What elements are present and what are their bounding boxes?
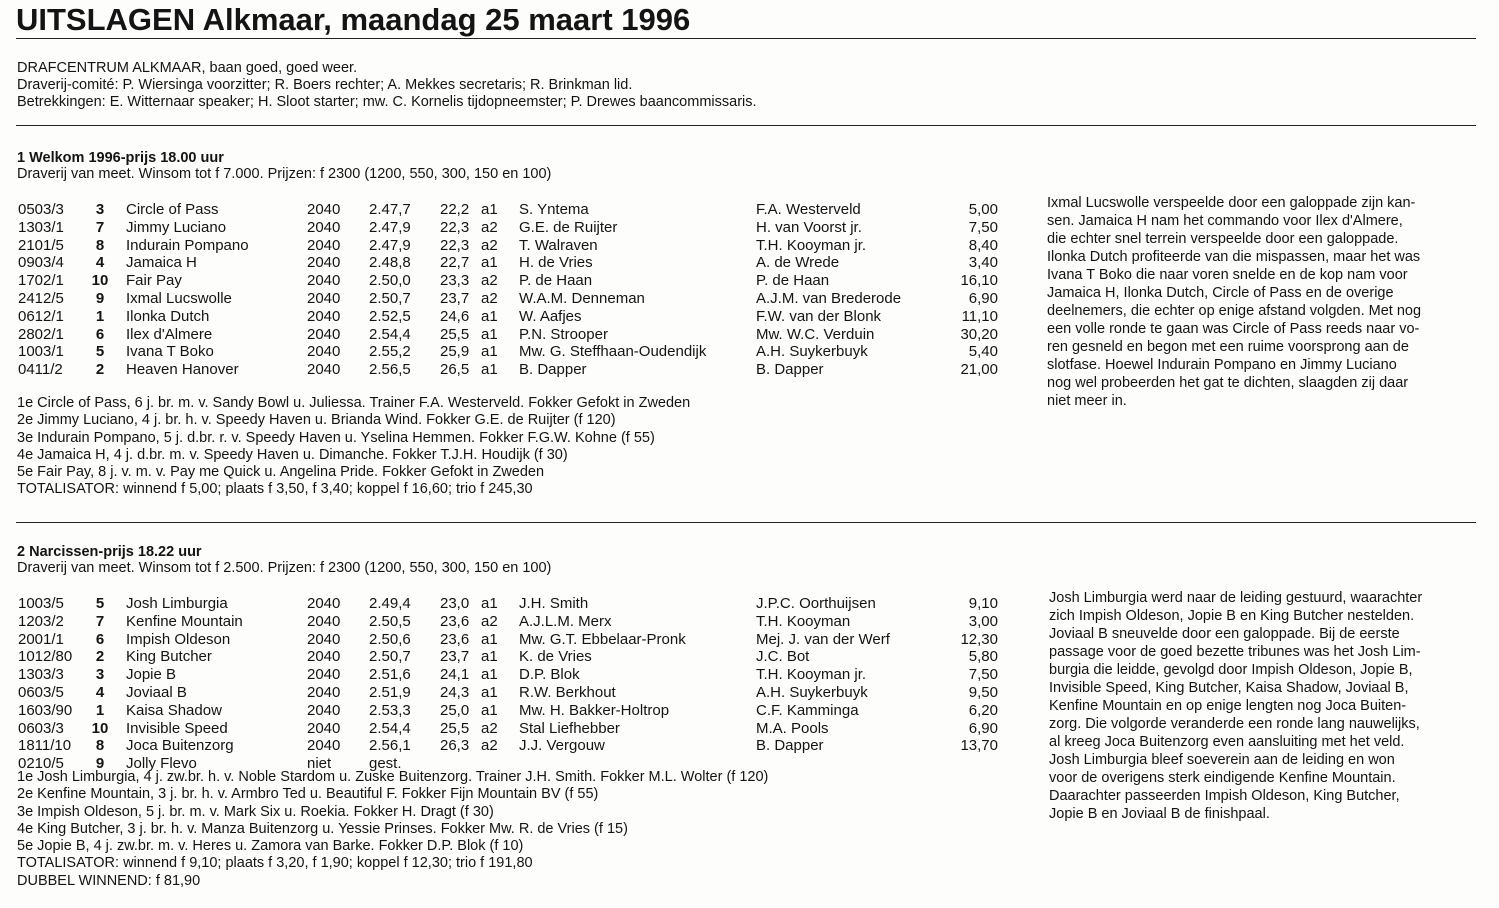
km-time: 23,7 (440, 648, 470, 666)
driver-name: S. Yntema (519, 201, 589, 218)
trainer-name: Mej. J. van der Werf (756, 630, 890, 648)
odds: 13,70 (960, 737, 998, 755)
horse-name: Circle of Pass (126, 201, 219, 218)
start-number: 2 (95, 648, 105, 666)
trainer-name: A.J.M. van Brederode (756, 290, 902, 307)
result-code: 2101/5 (18, 236, 64, 254)
start-number: 3 (95, 201, 105, 218)
driver-name: J.H. Smith (519, 595, 589, 612)
trainer-name: H. van Voorst jr. (756, 218, 862, 236)
start-mark: a2 (481, 290, 498, 307)
odds: 11,10 (961, 307, 998, 325)
start-mark: a1 (481, 254, 498, 272)
result-code: 1702/1 (18, 272, 64, 290)
page-title: UITSLAGEN Alkmaar, maandag 25 maart 1996 (16, 2, 691, 37)
distance: 2040 (307, 236, 341, 254)
horse-name: Fair Pay (126, 272, 182, 290)
km-time: 22,7 (440, 254, 470, 272)
km-time: 22,3 (440, 218, 470, 236)
horse-name: Heaven Hanover (126, 361, 239, 379)
finish-time: gest. (369, 755, 402, 773)
comment-line: nog wel probeerden het gat te dichten, slaagden zij daar (1047, 375, 1409, 391)
start-mark: a1 (481, 666, 498, 684)
comment-line: een volle ronde te gaan was Circle of Pass reeds naar vo- (1047, 321, 1420, 337)
start-number: 6 (95, 630, 105, 648)
finish-time: 2.51,9 (369, 684, 411, 701)
km-time: 22,3 (440, 236, 470, 254)
result-code: 0411/2 (18, 361, 63, 379)
section-rule-1 (16, 125, 1476, 126)
km-time: 26,5 (440, 361, 470, 379)
distance: 2040 (307, 290, 341, 307)
race-2-conditions: Draverij van meet. Winsom tot f 2.500. Prijzen: f 2300 (1200, 550, 300, 150 en 100) (17, 560, 552, 576)
trainer-name: B. Dapper (756, 361, 824, 379)
km-time: 22,2 (440, 201, 470, 218)
odds: 5,80 (968, 648, 998, 666)
odds: 16,10 (960, 272, 998, 290)
driver-name: W. Aafjes (519, 307, 582, 325)
odds: 7,50 (968, 218, 998, 236)
start-mark: a1 (481, 325, 498, 343)
distance: 2040 (307, 254, 341, 272)
result-note-line: 2e Jimmy Luciano, 4 j. br. h. v. Speedy Haven u. Brianda Wind. Fokker G.E. de Ruijter (f 120) (17, 412, 616, 429)
horse-name: Josh Limburgia (126, 595, 228, 612)
start-number: 5 (95, 595, 105, 612)
result-note-line: 1e Josh Limburgia, 4 j. zw.br. h. v. Noble Stardom u. Zuske Buitenzorg. Trainer J.H. Smith. Fokker M.L. Wolter (f 120) (17, 769, 769, 785)
trainer-name: F.A. Westerveld (756, 201, 861, 218)
start-mark: a2 (481, 719, 498, 737)
comment-line: al kreeg Joca Buitenzorg even aansluiting met het veld. (1049, 734, 1405, 750)
meeting-officials: Betrekkingen: E. Witternaar speaker; H. Sloot starter; mw. C. Kornelis tijdopneemster; P. Drewes baancommissaris. (17, 94, 757, 110)
finish-time: 2.47,9 (369, 218, 411, 236)
odds: 9,50 (968, 684, 998, 701)
result-code: 1603/90 (18, 701, 73, 719)
start-number: 8 (95, 737, 105, 755)
km-time: 25,5 (440, 719, 470, 737)
distance: 2040 (307, 684, 341, 701)
distance: 2040 (307, 325, 341, 343)
distance: 2040 (307, 701, 341, 719)
result-code: 1203/2 (18, 612, 64, 630)
trainer-name: J.P.C. Oorthuijsen (756, 595, 876, 612)
distance: 2040 (307, 648, 341, 666)
horse-name: Ivana T Boko (126, 343, 214, 361)
trainer-name: Mw. W.C. Verduin (756, 325, 875, 343)
km-time: 23,3 (440, 272, 470, 290)
start-mark: a2 (481, 612, 498, 630)
result-code: 2001/1 (18, 630, 64, 648)
result-note-line: TOTALISATOR: winnend f 5,00; plaats f 3,50, f 3,40; koppel f 16,60; trio f 245,30 (17, 481, 533, 498)
meeting-info (17, 60, 757, 111)
distance: 2040 (307, 737, 341, 755)
result-code: 1303/3 (18, 666, 64, 684)
km-time: 25,0 (440, 701, 470, 719)
race-1-comment (1047, 194, 1421, 410)
start-mark: a2 (481, 218, 498, 236)
trainer-name: F.W. van der Blonk (756, 307, 882, 325)
start-number: 9 (95, 755, 105, 773)
trainer-name: P. de Haan (756, 272, 830, 290)
race-1-notes (17, 395, 690, 499)
finish-time: 2.51,6 (369, 666, 411, 684)
odds: 6,90 (968, 719, 998, 737)
comment-line: Josh Limburgia werd naar de leiding gestuurd, waarachter (1049, 590, 1423, 606)
meeting-venue: DRAFCENTRUM ALKMAAR, baan goed, goed weer. (17, 60, 358, 76)
start-number: 1 (95, 701, 105, 719)
comment-line: deelnemers, die echter op enige afstand volgden. Met nog (1047, 303, 1422, 319)
finish-time: 2.48,8 (369, 254, 411, 272)
race-1-heading: 1 Welkom 1996-prijs 18.00 uur (17, 150, 224, 166)
comment-line: Jopie B en Joviaal B de finishpaal. (1049, 806, 1270, 822)
finish-time: 2.50,7 (369, 290, 411, 307)
result-code: 1003/5 (18, 595, 64, 612)
horse-name: Ixmal Lucswolle (126, 290, 232, 307)
km-time: 25,5 (440, 325, 470, 343)
driver-name: D.P. Blok (519, 666, 580, 684)
race-1-conditions: Draverij van meet. Winsom tot f 7.000. Prijzen: f 2300 (1200, 550, 300, 150 en 100) (17, 166, 552, 182)
finish-time: 2.55,2 (369, 343, 411, 361)
start-mark: a1 (481, 630, 498, 648)
comment-line: Jamaica H, Ilonka Dutch, Circle of Pass en de overige (1047, 285, 1394, 301)
start-mark: a1 (481, 648, 498, 666)
trainer-name: B. Dapper (756, 737, 824, 755)
driver-name: Mw. H. Bakker-Holtrop (519, 701, 670, 719)
comment-line: zich Impish Oldeson, Jopie B en King Butcher nestelden. (1049, 608, 1415, 624)
driver-name: T. Walraven (519, 236, 598, 254)
trainer-name: A.H. Suykerbuyk (756, 343, 868, 361)
distance: niet (307, 755, 332, 773)
comment-line: slotfase. Hoewel Indurain Pompano en Jimmy Luciano (1047, 357, 1397, 373)
odds: 3,00 (968, 612, 998, 630)
start-mark: a2 (481, 236, 498, 254)
start-number: 4 (95, 254, 105, 272)
distance: 2040 (307, 595, 341, 612)
start-mark: a1 (481, 361, 498, 379)
distance: 2040 (307, 201, 341, 218)
km-time: 23,0 (440, 595, 470, 612)
km-time: 23,6 (440, 612, 470, 630)
horse-name: Impish Oldeson (126, 630, 231, 648)
odds: 5,00 (968, 201, 998, 218)
horse-name: Jimmy Luciano (126, 218, 227, 236)
driver-name: W.A.M. Denneman (519, 290, 645, 307)
horse-name: Jolly Flevo (126, 755, 197, 773)
start-number: 8 (95, 236, 105, 254)
driver-name: P. de Haan (519, 272, 593, 290)
start-number: 5 (95, 343, 105, 361)
result-code: 2802/1 (18, 325, 64, 343)
finish-time: 2.47,7 (369, 201, 411, 218)
odds: 12,30 (960, 630, 998, 648)
km-time: 24,6 (440, 307, 470, 325)
comment-line: ren gesneld en begon met een ruime voorsprong aan de (1047, 339, 1409, 355)
horse-name: Joviaal B (126, 684, 187, 701)
finish-time: 2.47,9 (369, 236, 411, 254)
horse-name: Joca Buitenzorg (126, 737, 234, 755)
driver-name: Mw. G. Steffhaan-Oudendijk (519, 343, 707, 361)
comment-line: Ixmal Lucswolle verspeelde door een galoppade zijn kan- (1047, 195, 1416, 211)
meeting-committee: Draverij-comité: P. Wiersinga voorzitter; R. Boers rechter; A. Mekkes secretaris; R. Brinkman lid. (17, 77, 633, 93)
horse-name: Kenfine Mountain (126, 612, 243, 630)
result-note-line: 2e Kenfine Mountain, 3 j. br. h. v. Armbro Ted u. Beautiful F. Fokker Fijn Mountain BV (f 55) (17, 786, 599, 803)
comment-line: Josh Limburgia bleef soeverein aan de leiding en won (1049, 752, 1395, 768)
finish-time: 2.56,5 (369, 361, 411, 379)
result-code: 0612/1 (18, 307, 64, 325)
distance: 2040 (307, 343, 341, 361)
distance: 2040 (307, 666, 341, 684)
start-mark: a1 (481, 684, 498, 701)
driver-name: B. Dapper (519, 361, 587, 379)
horse-name: Jopie B (126, 666, 177, 684)
start-number: 6 (95, 325, 105, 343)
result-code: 0903/4 (18, 254, 64, 272)
odds: 5,40 (968, 343, 998, 361)
comment-line: zorg. Die volgorde veranderde een ronde lang nauwelijks, (1049, 716, 1420, 732)
finish-time: 2.54,4 (369, 719, 411, 737)
trainer-name: T.H. Kooyman (756, 612, 851, 630)
driver-name: G.E. de Ruijter (519, 218, 618, 236)
km-time: 26,3 (440, 737, 470, 755)
start-number: 2 (95, 361, 105, 379)
result-note-line: 4e Jamaica H, 4 j. d.br. m. v. Speedy Haven u. Dimanche. Fokker T.J.H. Houdijk (f 30) (17, 446, 568, 463)
odds: 6,20 (968, 701, 998, 719)
start-number: 9 (95, 290, 105, 307)
km-time: 23,6 (440, 630, 470, 648)
trainer-name: C.F. Kamminga (756, 701, 859, 719)
trainer-name: J.C. Bot (756, 648, 810, 666)
result-code: 1012/80 (18, 648, 73, 666)
trainer-name: A. de Wrede (756, 254, 840, 272)
section-rule-2 (16, 522, 1476, 523)
finish-time: 2.50,0 (369, 272, 411, 290)
comment-line: niet meer in. (1047, 393, 1127, 409)
result-code: 1003/1 (18, 343, 64, 361)
comment-line: burgia die leidde, gevolgd door Impish Oldeson, Jopie B, (1049, 662, 1413, 678)
trainer-name: T.H. Kooyman jr. (756, 666, 867, 684)
comment-line: Joviaal B sneuvelde door een galoppade. Bij de eerste (1049, 626, 1400, 642)
distance: 2040 (307, 361, 341, 379)
horse-name: Kaisa Shadow (126, 701, 222, 719)
trainer-name: A.H. Suykerbuyk (756, 684, 868, 701)
start-number: 10 (91, 719, 109, 737)
driver-name: A.J.L.M. Merx (519, 612, 612, 630)
finish-time: 2.53,3 (369, 701, 411, 719)
distance: 2040 (307, 612, 341, 630)
result-note-line: 3e Impish Oldeson, 5 j. br. m. v. Mark Six u. Roekia. Fokker H. Dragt (f 30) (17, 803, 494, 820)
result-code: 0603/5 (18, 684, 64, 701)
result-code: 2412/5 (18, 290, 64, 307)
start-number: 7 (95, 612, 105, 630)
distance: 2040 (307, 218, 341, 236)
finish-time: 2.49,4 (369, 595, 411, 612)
trainer-name: M.A. Pools (756, 719, 829, 737)
comment-line: sen. Jamaica H nam het commando voor Ilex d'Almere, (1047, 213, 1403, 229)
result-code: 1811/10 (18, 737, 72, 755)
result-note-line: 1e Circle of Pass, 6 j. br. m. v. Sandy Bowl u. Juliessa. Trainer F.A. Westerveld. Fokker Gefokt in Zweden (17, 395, 691, 411)
km-time: 24,3 (440, 684, 470, 701)
finish-time: 2.50,7 (369, 648, 411, 666)
comment-line: voor de overigens sterk eindigende Kenfine Mountain. (1049, 770, 1396, 786)
comment-line: Daarachter passeerden Impish Oldeson, King Butcher, (1049, 788, 1400, 804)
finish-time: 2.52,5 (369, 307, 411, 325)
result-code: 0603/3 (18, 719, 64, 737)
trainer-name: T.H. Kooyman jr. (756, 236, 867, 254)
start-mark: a1 (481, 701, 498, 719)
start-mark: a2 (481, 272, 498, 290)
result-note-line: 3e Indurain Pompano, 5 j. d.br. r. v. Speedy Haven u. Yselina Hemmen. Fokker F.G.W. Kohne (f 55) (17, 429, 655, 446)
km-time: 25,9 (440, 343, 470, 361)
km-time: 24,1 (440, 666, 470, 684)
driver-name: J.J. Vergouw (519, 737, 605, 755)
horse-name: Indurain Pompano (126, 236, 249, 254)
result-code: 0503/3 (18, 201, 64, 218)
finish-time: 2.50,6 (369, 630, 411, 648)
driver-name: P.N. Strooper (519, 325, 608, 343)
distance: 2040 (307, 272, 341, 290)
odds: 6,90 (968, 290, 998, 307)
odds: 9,10 (968, 595, 998, 612)
distance: 2040 (307, 307, 341, 325)
driver-name: H. de Vries (519, 254, 593, 272)
start-number: 4 (95, 684, 105, 701)
odds: 21,00 (960, 361, 998, 379)
horse-name: Ilonka Dutch (126, 307, 210, 325)
result-note-line: 5e Fair Pay, 8 j. v. m. v. Pay me Quick u. Angelina Pride. Fokker Gefokt in Zweden (17, 464, 545, 481)
start-mark: a2 (481, 737, 498, 755)
race-2-heading: 2 Narcissen-prijs 18.22 uur (17, 544, 202, 560)
title-rule (16, 38, 1476, 39)
start-number: 1 (95, 307, 105, 325)
driver-name: Mw. G.T. Ebbelaar-Pronk (519, 630, 686, 648)
start-number: 3 (95, 666, 105, 684)
km-time: 23,7 (440, 290, 470, 307)
comment-line: Kenfine Mountain en op enige lengten nog Joca Buiten- (1049, 698, 1407, 714)
start-number: 7 (95, 218, 105, 236)
horse-name: King Butcher (126, 648, 212, 666)
driver-name: K. de Vries (519, 648, 592, 666)
driver-name: R.W. Berkhout (519, 684, 616, 701)
result-note-line: DUBBEL WINNEND: f 81,90 (17, 872, 201, 889)
distance: 2040 (307, 719, 341, 737)
distance: 2040 (307, 630, 341, 648)
finish-time: 2.50,5 (369, 612, 411, 630)
result-note-line: 5e Jopie B, 4 j. zw.br. m. v. Heres u. Zamora van Barke. Fokker D.P. Blok (f 10) (17, 838, 524, 855)
race-2-notes (17, 769, 768, 890)
result-code: 0210/5 (18, 755, 64, 773)
result-note-line: TOTALISATOR: winnend f 9,10; plaats f 3,20, f 1,90; koppel f 12,30; trio f 191,80 (17, 855, 533, 872)
finish-time: 2.56,1 (369, 737, 411, 755)
start-mark: a1 (481, 307, 498, 325)
comment-line: passage voor de goed bezette tribunes was het Josh Lim- (1049, 644, 1421, 660)
comment-line: Invisible Speed, King Butcher, Kaisa Shadow, Joviaal B, (1049, 680, 1409, 696)
odds: 3,40 (968, 254, 998, 272)
start-mark: a1 (481, 595, 498, 612)
comment-line: Ivana T Boko die naar voren snelde en de kop nam voor (1047, 267, 1408, 283)
start-mark: a1 (481, 343, 498, 361)
odds: 7,50 (968, 666, 998, 684)
odds: 30,20 (960, 325, 998, 343)
start-mark: a1 (481, 201, 498, 218)
race-2-comment (1049, 589, 1422, 823)
driver-name: Stal Liefhebber (519, 719, 620, 737)
horse-name: Ilex d'Almere (126, 325, 213, 343)
finish-time: 2.54,4 (369, 325, 411, 343)
comment-line: die echter snel terrein verspeelde door een galoppade. (1047, 231, 1399, 247)
start-number: 10 (91, 272, 109, 290)
result-note-line: 4e King Butcher, 3 j. br. h. v. Manza Buitenzorg u. Yessie Prinses. Fokker Mw. R. de Vries (f 15) (17, 820, 628, 837)
odds: 8,40 (968, 236, 998, 254)
horse-name: Jamaica H (126, 254, 197, 272)
comment-line: Ilonka Dutch profiteerde van die mispassen, maar het was (1047, 249, 1421, 265)
result-code: 1303/1 (18, 218, 64, 236)
horse-name: Invisible Speed (126, 719, 228, 737)
